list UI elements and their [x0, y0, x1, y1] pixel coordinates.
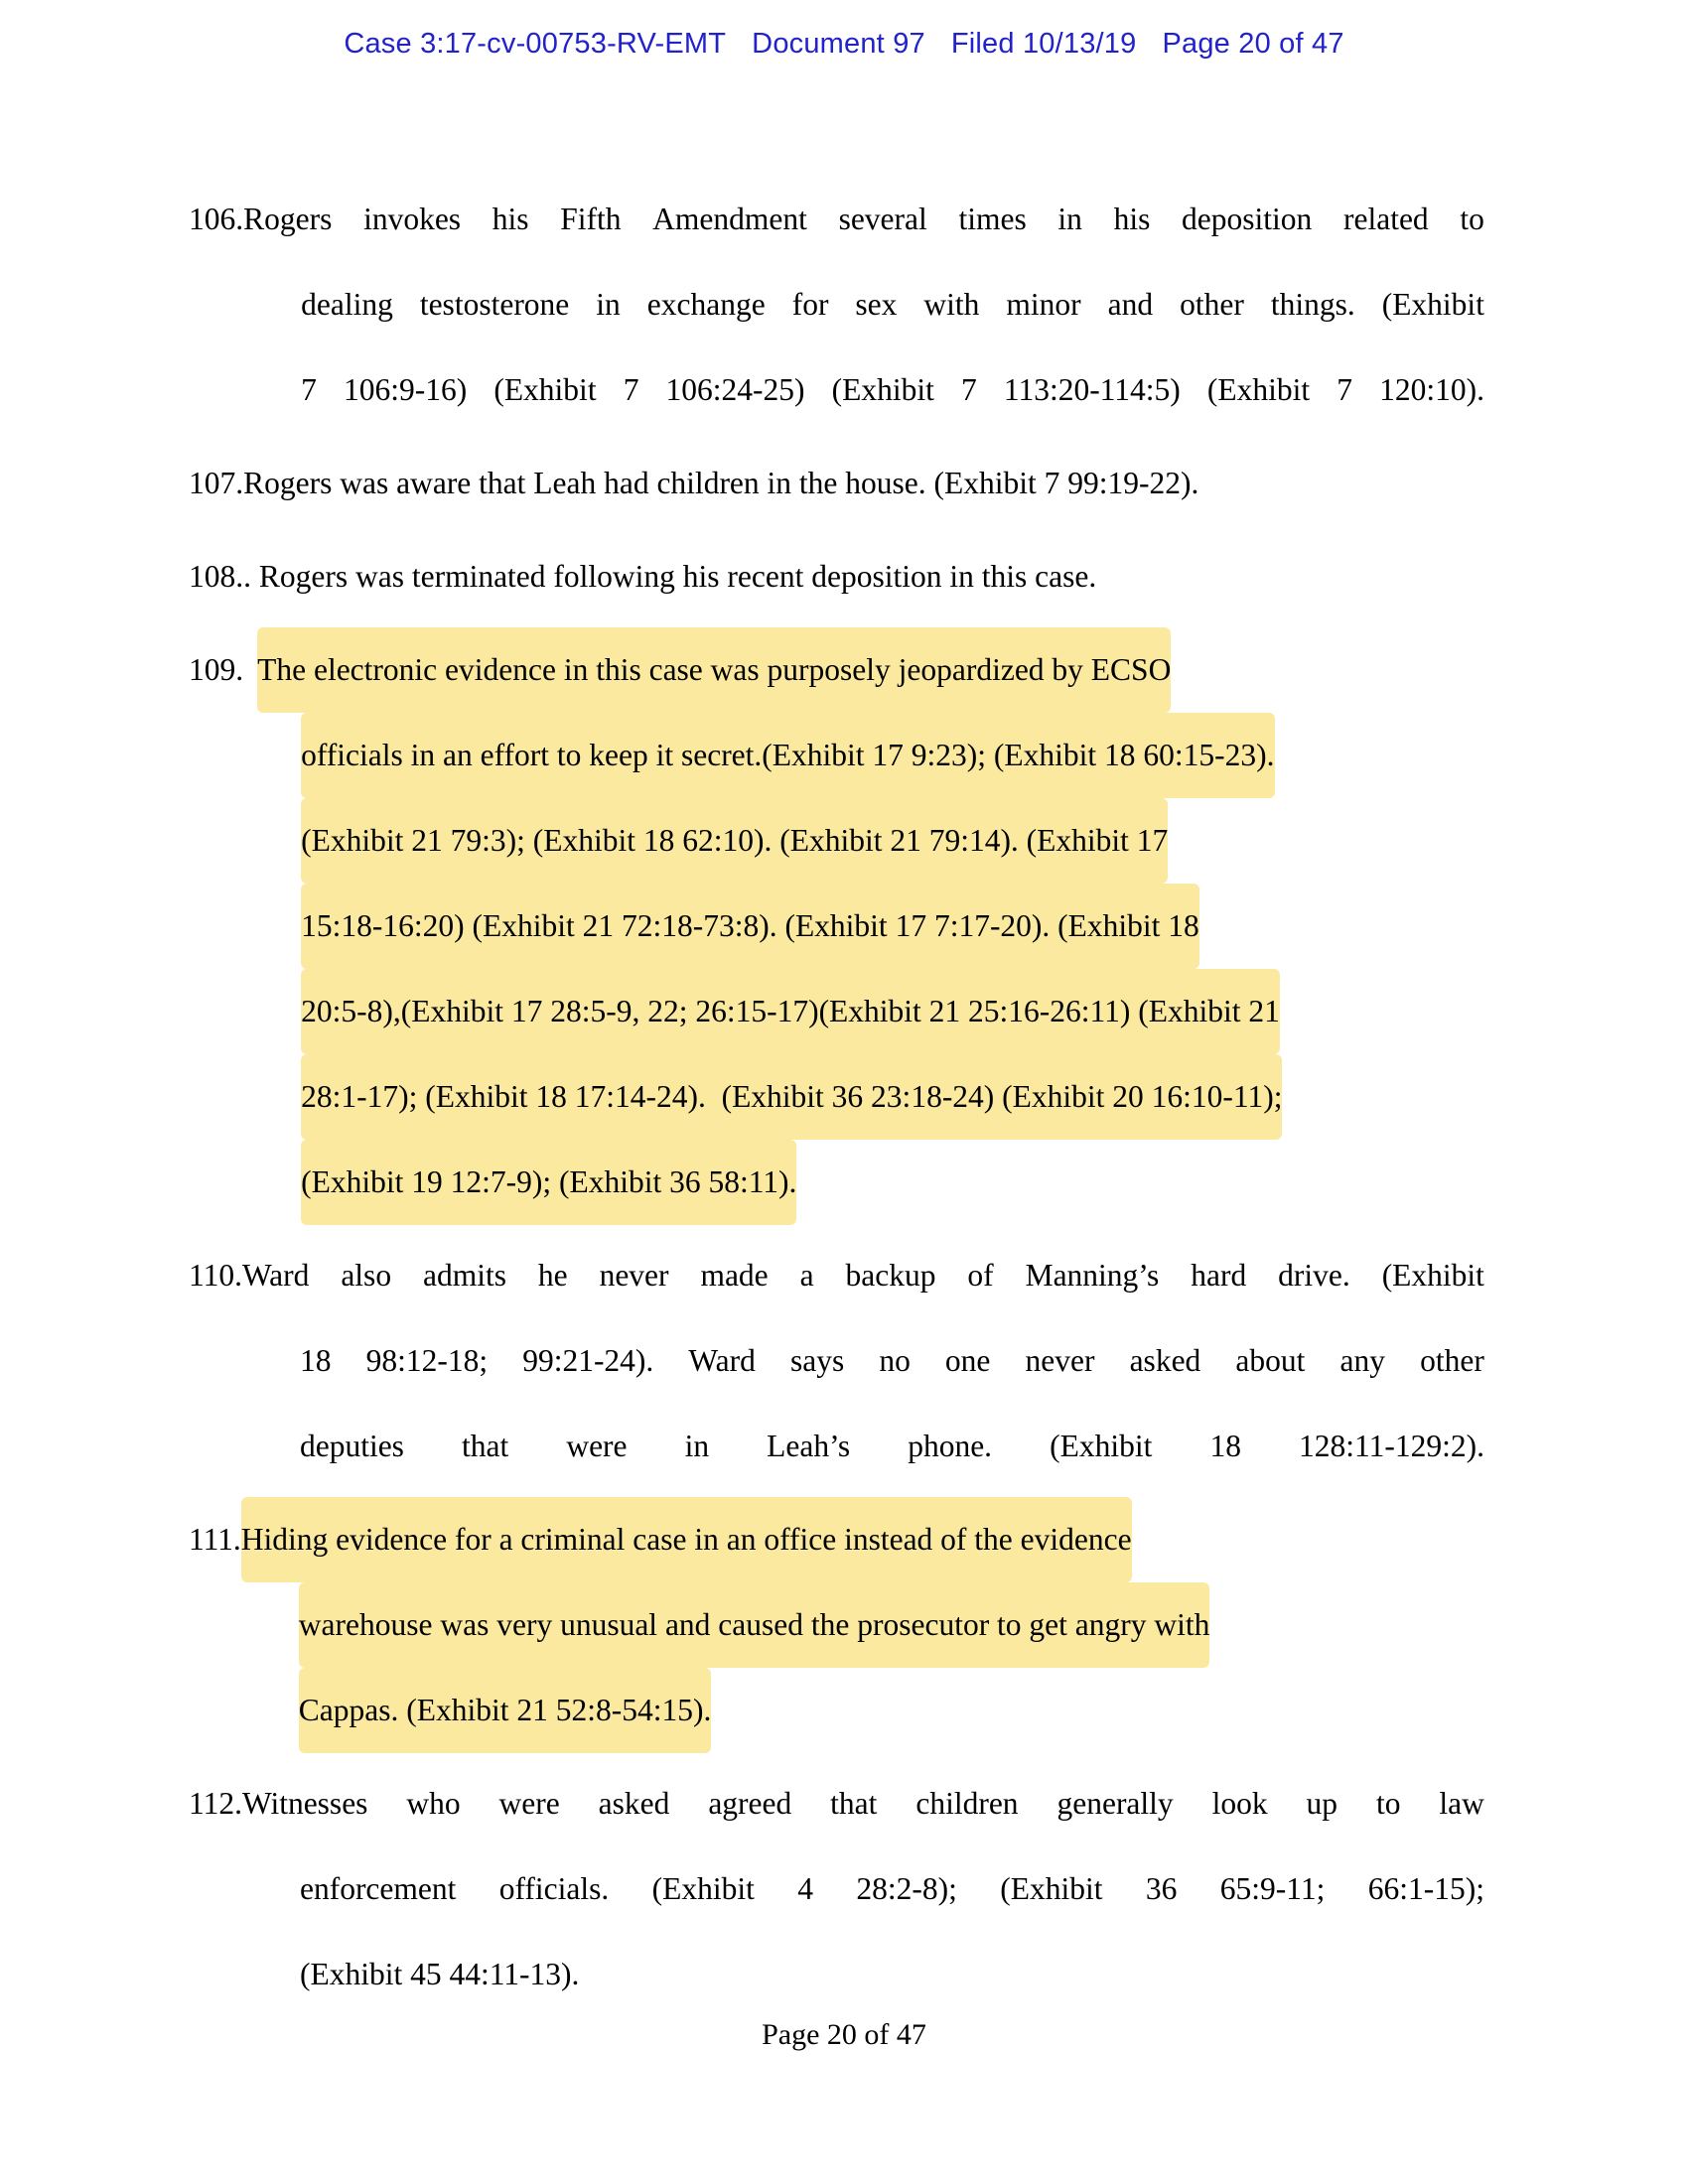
word: any: [1339, 1343, 1385, 1378]
word: 98:12-18;: [365, 1343, 489, 1378]
word: (Exhibit: [1000, 1871, 1103, 1906]
word: 113:20-114:5): [1003, 372, 1181, 407]
word: enforcement: [299, 1871, 457, 1906]
word: (Exhibit: [1381, 287, 1484, 322]
word: to: [1375, 1786, 1401, 1821]
word: Witnesses: [241, 1786, 368, 1821]
word: he: [537, 1258, 568, 1293]
text-line: [242, 1318, 1484, 1404]
word: one: [944, 1343, 991, 1378]
word: 65:9-11;: [1219, 1871, 1326, 1906]
word: who: [406, 1786, 461, 1821]
text-line: [243, 798, 1484, 884]
list-item: [189, 177, 1484, 433]
word: that: [462, 1429, 509, 1463]
word: other: [1180, 287, 1244, 322]
text-line: [243, 884, 1484, 969]
word: 7: [623, 372, 639, 407]
header-page-number: Page 20 of 47: [1162, 28, 1344, 60]
word: other: [1420, 1343, 1484, 1378]
highlighted-span: 15:18-16:20) (Exhibit 21 72:18-73:8). (Exhibit 17 7:17-20). (Exhibit 18: [301, 884, 1199, 969]
word: 66:1-15);: [1367, 1871, 1484, 1906]
page-footer: Page 20 of 47: [762, 2018, 926, 2051]
text-line: [243, 1054, 1484, 1140]
text-line: [243, 713, 1484, 798]
text-line: [241, 1582, 1484, 1668]
word: 7: [301, 372, 317, 407]
word: also: [341, 1258, 392, 1293]
header-document-number: Document 97: [752, 28, 925, 60]
word: dealing: [301, 287, 393, 322]
text-line: [241, 1668, 1484, 1753]
word: law: [1439, 1786, 1484, 1821]
highlighted-span: Cappas. (Exhibit 21 52:8-54:15).: [299, 1668, 712, 1753]
word: (Exhibit: [1206, 372, 1311, 407]
word: Rogers: [243, 202, 333, 236]
word: Manning’s: [1025, 1258, 1160, 1293]
word: 28:2-8);: [856, 1871, 957, 1906]
word: (Exhibit: [831, 372, 934, 407]
word: officials.: [498, 1871, 610, 1906]
word: up: [1306, 1786, 1338, 1821]
word: 4: [797, 1871, 814, 1906]
word: deposition: [1182, 202, 1313, 236]
word: Ward: [241, 1258, 310, 1293]
word: drive.: [1278, 1258, 1350, 1293]
header-case-number: Case 3:17-cv-00753-RV-EMT: [344, 28, 727, 60]
word: asked: [1129, 1343, 1201, 1378]
word: were: [566, 1429, 628, 1463]
list-item: [189, 627, 1484, 1225]
word: backup: [845, 1258, 936, 1293]
text-line: [243, 347, 1484, 433]
text-line: [243, 177, 1484, 262]
word: with: [923, 287, 980, 322]
word: (Exhibit: [493, 372, 597, 407]
word: Ward: [688, 1343, 756, 1378]
word: 128:11-129:2).: [1299, 1429, 1484, 1463]
word: things.: [1270, 287, 1355, 322]
word: and: [1107, 287, 1154, 322]
word: 36: [1145, 1871, 1178, 1906]
list-item-text: [243, 534, 1484, 619]
list-item-text: [243, 177, 1484, 433]
word: 99:21-24).: [522, 1343, 654, 1378]
word: in: [684, 1429, 710, 1463]
list-item-text: [243, 441, 1484, 526]
word: agreed: [708, 1786, 792, 1821]
word: 106:24-25): [665, 372, 805, 407]
word: generally: [1056, 1786, 1174, 1821]
list-item: [189, 1761, 1484, 2017]
word: 18: [299, 1343, 332, 1378]
word: (Exhibit: [1050, 1429, 1153, 1463]
word: in: [596, 287, 621, 322]
word: related: [1342, 202, 1429, 236]
word: of: [967, 1258, 994, 1293]
word: admits: [423, 1258, 506, 1293]
word: never: [1025, 1343, 1095, 1378]
word: about: [1235, 1343, 1306, 1378]
word: in: [1057, 202, 1082, 236]
word: 7: [1336, 372, 1352, 407]
word: look: [1211, 1786, 1268, 1821]
word: children: [915, 1786, 1019, 1821]
list-item-number: 107.: [189, 466, 244, 500]
list-item-text: [242, 1233, 1484, 1489]
list-item-text-highlighted: [241, 1497, 1484, 1753]
list-item-number: 108.: [189, 559, 244, 594]
text-line: [242, 1404, 1484, 1489]
list-item: [189, 1497, 1484, 1753]
highlighted-span: 28:1-17); (Exhibit 18 17:14-24). (Exhibit 36 23:18-24) (Exhibit 20 16:10-11);: [301, 1054, 1282, 1140]
word: were: [498, 1786, 560, 1821]
text-line: (Exhibit 45 44:11-13).: [299, 1957, 580, 1991]
ecf-header-stamp: [0, 28, 1688, 61]
text-line: [243, 627, 1484, 713]
list-item: [189, 1233, 1484, 1489]
word: sex: [855, 287, 898, 322]
word: Fifth: [560, 202, 622, 236]
word: made: [700, 1258, 769, 1293]
word: (Exhibit: [651, 1871, 755, 1906]
text-line: [242, 1761, 1484, 1846]
text-line: [243, 969, 1484, 1054]
list-item-number: 110.: [189, 1258, 242, 1293]
word: testosterone: [419, 287, 570, 322]
word: to: [1460, 202, 1484, 236]
highlighted-span: Hiding evidence for a criminal case in an office instead of the evidence: [241, 1497, 1132, 1582]
text-line: Rogers was aware that Leah had children in the house. (Exhibit 7 99:19-22).: [243, 466, 1199, 500]
highlighted-span: officials in an effort to keep it secret.(Exhibit 17 9:23); (Exhibit 18 60:15-23).: [301, 713, 1274, 798]
word: asked: [598, 1786, 670, 1821]
highlighted-span: warehouse was very unusual and caused the prosecutor to get angry with: [299, 1582, 1210, 1668]
list-item: [189, 534, 1484, 619]
word: phone.: [908, 1429, 993, 1463]
list-item-number: 111.: [189, 1522, 241, 1557]
numbered-findings-list: [189, 177, 1484, 2025]
word: hard: [1191, 1258, 1247, 1293]
list-item: [189, 441, 1484, 526]
word: several: [838, 202, 927, 236]
word: his: [492, 202, 529, 236]
word: 120:10).: [1379, 372, 1484, 407]
highlighted-span: 20:5-8),(Exhibit 17 28:5-9, 22; 26:15-17)(Exhibit 21 25:16-26:11) (Exhibit 21: [301, 969, 1280, 1054]
word: no: [879, 1343, 911, 1378]
word: deputies: [299, 1429, 404, 1463]
header-filed-date: Filed 10/13/19: [950, 28, 1137, 60]
word: that: [830, 1786, 878, 1821]
list-item-number: 109.: [189, 652, 244, 687]
list-item-number: 106.: [189, 202, 244, 236]
text-line: [241, 1497, 1484, 1582]
word: invokes: [363, 202, 462, 236]
text-line: . Rogers was terminated following his recent deposition in this case.: [243, 559, 1097, 594]
list-item-text-highlighted: [243, 627, 1484, 1225]
word: says: [789, 1343, 845, 1378]
highlighted-span: The electronic evidence in this case was purposely jeopardized by ECSO: [257, 627, 1171, 713]
word: Leah’s: [767, 1429, 851, 1463]
word: minor: [1006, 287, 1081, 322]
word: 106:9-16): [343, 372, 468, 407]
list-item-text: [242, 1761, 1484, 2017]
text-line: [243, 262, 1484, 347]
word: times: [958, 202, 1027, 236]
word: for: [791, 287, 829, 322]
word: a: [799, 1258, 814, 1293]
highlighted-span: (Exhibit 21 79:3); (Exhibit 18 62:10). (Exhibit 21 79:14). (Exhibit 17: [301, 798, 1168, 884]
text-line: [243, 1140, 1484, 1225]
highlighted-span: (Exhibit 19 12:7-9); (Exhibit 36 58:11).: [301, 1140, 796, 1225]
text-line: [242, 1846, 1484, 1932]
word: never: [599, 1258, 669, 1293]
word: Amendment: [652, 202, 807, 236]
word: 7: [961, 372, 977, 407]
text-line: [242, 1233, 1484, 1318]
word: exchange: [646, 287, 766, 322]
list-item-number: 112.: [189, 1786, 242, 1821]
word: 18: [1209, 1429, 1241, 1463]
word: (Exhibit: [1381, 1258, 1484, 1293]
word: his: [1113, 202, 1151, 236]
